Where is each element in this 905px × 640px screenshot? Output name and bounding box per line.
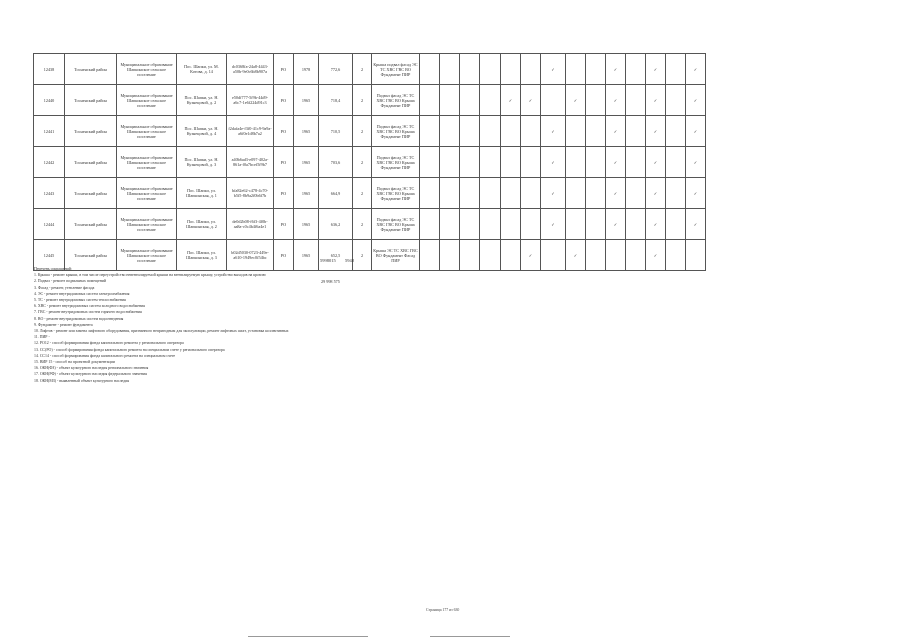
register-table	[33, 53, 706, 271]
page-footer: Страница 177 из 630	[426, 608, 460, 612]
cell-wall: РО	[274, 240, 294, 271]
cell-floors: 2	[353, 54, 372, 85]
cell-code: e50df777-5f9b-44d9-a6c7-1e6f224d91c3	[227, 85, 274, 116]
cell-area: 718,4	[319, 85, 353, 116]
checkmark-icon: ✓	[521, 240, 541, 271]
cell-year: 1965	[294, 240, 319, 271]
empty-cell	[541, 85, 566, 116]
cell-address: Пос. Шапки, ул. Шапкинская, д. 2	[177, 209, 227, 240]
cell-district: Тосненский район	[65, 209, 117, 240]
empty-cell	[626, 116, 646, 147]
empty-cell	[460, 209, 480, 240]
empty-cell	[440, 240, 460, 271]
cell-area: 710,5	[319, 116, 353, 147]
checkmark-icon: ✓	[566, 240, 586, 271]
note-line: 17. ОКН(РФ) - объект культурного наследия федерального значения	[34, 372, 147, 377]
checkmark-icon: ✓	[646, 209, 666, 240]
empty-cell	[460, 178, 480, 209]
table-row	[34, 178, 706, 209]
empty-cell	[460, 147, 480, 178]
note-line: 11. ПИР -	[34, 335, 50, 340]
empty-cell	[480, 85, 501, 116]
table-body	[34, 54, 706, 271]
checkmark-icon: ✓	[541, 178, 566, 209]
checkmark-icon: ✓	[646, 178, 666, 209]
empty-cell	[480, 116, 501, 147]
empty-cell	[501, 116, 521, 147]
checkmark-icon: ✓	[686, 116, 706, 147]
cell-address: Пос. Шапки, ул. Шапкинская, д. 1	[177, 178, 227, 209]
empty-cell	[586, 240, 606, 271]
bottom-rule-left	[248, 636, 368, 637]
total-sum: 5998015	[320, 258, 336, 263]
cell-code: b02d5030-0723-449e-a610-1949ec0f54bc	[227, 240, 274, 271]
cell-municipality: Муниципальное образование Шапкинское сельское поселение	[117, 240, 177, 271]
checkmark-icon: ✓	[606, 116, 626, 147]
empty-cell	[480, 209, 501, 240]
empty-cell	[440, 147, 460, 178]
empty-cell	[626, 178, 646, 209]
cell-code: a40b6ad3-e097-402a-861a-f0a7bcef5f9b7	[227, 147, 274, 178]
note-line: 5. ТС - ремонт внутридомовых систем теплоснабжения	[34, 298, 126, 303]
note-line: 12. РО12 - способ формирования фонда капитального ремонта у регионального оператора	[34, 341, 184, 346]
checkmark-icon: ✓	[606, 147, 626, 178]
checkmark-icon: ✓	[686, 178, 706, 209]
empty-cell	[480, 178, 501, 209]
cell-year: 1965	[294, 147, 319, 178]
total-count: 5948	[345, 258, 354, 263]
cell-area: 664,9	[319, 178, 353, 209]
cell-floors: 2	[353, 147, 372, 178]
cell-wall: РО	[274, 54, 294, 85]
empty-cell	[501, 54, 521, 85]
empty-cell	[686, 240, 706, 271]
note-line: 2. Подвал - ремонт подвальных помещений	[34, 279, 106, 284]
cell-code: f2dafa4e-f3f0-41c9-9a9a-a6f0e1d8b7a2	[227, 116, 274, 147]
cell-wall: РО	[274, 209, 294, 240]
checkmark-icon: ✓	[606, 178, 626, 209]
cell-municipality: Муниципальное образование Шапкинское сельское поселение	[117, 178, 177, 209]
cell-works: Подвал фасад ЭС ТС ХВС ГВС ВО Крыша Фундамент ПИР	[372, 85, 420, 116]
cell-wall: РО	[274, 147, 294, 178]
checkmark-icon: ✓	[646, 147, 666, 178]
note-line: 10. Лифтов - ремонт или замена лифтового оборудования, признанного непригодным для эксплуатации, ремонт лифтовых шахт, установка коллективных	[34, 329, 289, 334]
empty-cell	[586, 85, 606, 116]
cell-num: 12438	[34, 54, 65, 85]
cell-works: Подвал фасад ЭС ТС ХВС ГВС ВО Крыша Фундамент ПИР	[372, 209, 420, 240]
cell-works: Крыша подвал фасад ЭС ТС ХВС ГВС ВО Фундамент ПИР	[372, 54, 420, 85]
empty-cell	[666, 147, 686, 178]
empty-cell	[480, 54, 501, 85]
table-row	[34, 116, 706, 147]
note-line: 13. СС(РО) - способ формирования фонда капитального ремонта на специальном счете у регионального оператора	[34, 347, 225, 352]
cell-works: Подвал фасад ЭС ТС ХВС ГВС ВО Крыша Фундамент ПИР	[372, 178, 420, 209]
checkmark-icon: ✓	[541, 147, 566, 178]
cell-area: 636,2	[319, 209, 353, 240]
cell-floors: 2	[353, 240, 372, 271]
empty-cell	[480, 147, 501, 178]
empty-cell	[566, 54, 586, 85]
note-line: 6. ХВС - ремонт внутридомовых систем холодного водоснабжения	[34, 304, 145, 309]
empty-cell	[420, 54, 440, 85]
empty-cell	[566, 116, 586, 147]
checkmark-icon: ✓	[646, 54, 666, 85]
cell-municipality: Муниципальное образование Шапкинское сельское поселение	[117, 116, 177, 147]
checkmark-icon: ✓	[686, 147, 706, 178]
note-line: 15. ВИР 15 - способ на проектной документации	[34, 360, 115, 365]
cell-year: 1965	[294, 178, 319, 209]
empty-cell	[501, 209, 521, 240]
empty-cell	[440, 116, 460, 147]
empty-cell	[666, 54, 686, 85]
cell-wall: РО	[274, 178, 294, 209]
cell-floors: 2	[353, 116, 372, 147]
cell-municipality: Муниципальное образование Шапкинское сельское поселение	[117, 209, 177, 240]
checkmark-icon: ✓	[541, 54, 566, 85]
cell-num: 12445	[34, 240, 65, 271]
empty-cell	[420, 85, 440, 116]
cell-works: Крыша ЭС ТС ХВС ГВС ВО Фундамент Фасад ПИР	[372, 240, 420, 271]
cell-num: 12440	[34, 85, 65, 116]
empty-cell	[666, 209, 686, 240]
cell-floors: 2	[353, 178, 372, 209]
empty-cell	[521, 116, 541, 147]
checkmark-icon: ✓	[521, 85, 541, 116]
note-line: 4. ЭС - ремонт внутридомовых систем электроснабжения	[34, 291, 130, 296]
empty-cell	[521, 209, 541, 240]
cell-district: Тосненский район	[65, 116, 117, 147]
empty-cell	[586, 147, 606, 178]
empty-cell	[666, 178, 686, 209]
cell-district: Тосненский район	[65, 147, 117, 178]
cell-code: dc0368fa-24a8-4443-a50b-9e0c6b8b907a	[227, 54, 274, 85]
cell-district: Тосненский район	[65, 240, 117, 271]
checkmark-icon: ✓	[566, 85, 586, 116]
empty-cell	[541, 240, 566, 271]
cell-floors: 2	[353, 209, 372, 240]
cell-area: 772,6	[319, 54, 353, 85]
cell-floors: 2	[353, 85, 372, 116]
empty-cell	[501, 178, 521, 209]
checkmark-icon: ✓	[541, 116, 566, 147]
empty-cell	[460, 240, 480, 271]
cell-year: 1978	[294, 54, 319, 85]
bottom-rule-right	[430, 636, 510, 637]
empty-cell	[626, 209, 646, 240]
cell-num: 12442	[34, 147, 65, 178]
cell-district: Тосненский район	[65, 54, 117, 85]
empty-cell	[440, 178, 460, 209]
cell-year: 1965	[294, 209, 319, 240]
checkmark-icon: ✓	[606, 54, 626, 85]
empty-cell	[420, 147, 440, 178]
empty-cell	[440, 85, 460, 116]
note-line: 7. ГВС - ремонт внутридомовых систем горячего водоснабжения	[34, 310, 142, 315]
empty-cell	[606, 240, 626, 271]
checkmark-icon: ✓	[646, 240, 666, 271]
cell-address: Пос. Шапки, ул. М. Котова, д. 14	[177, 54, 227, 85]
empty-cell	[626, 54, 646, 85]
empty-cell	[440, 209, 460, 240]
empty-cell	[460, 54, 480, 85]
empty-cell	[460, 116, 480, 147]
checkmark-icon: ✓	[541, 209, 566, 240]
table-row	[34, 85, 706, 116]
checkmark-icon: ✓	[501, 85, 521, 116]
table-row	[34, 147, 706, 178]
cell-year: 1965	[294, 116, 319, 147]
empty-cell	[521, 54, 541, 85]
empty-cell	[586, 116, 606, 147]
empty-cell	[566, 178, 586, 209]
cell-municipality: Муниципальное образование Шапкинское сельское поселение	[117, 85, 177, 116]
empty-cell	[626, 85, 646, 116]
cell-wall: РО	[274, 116, 294, 147]
note-line: 1. Крыша - ремонт крыши, в том числе переустройство невентилируемой крыши на вентилируемую крышу, устройство выходов на кровлю	[34, 273, 266, 278]
empty-cell	[566, 209, 586, 240]
empty-cell	[566, 147, 586, 178]
cell-municipality: Муниципальное образование Шапкинское сельское поселение	[117, 54, 177, 85]
cell-num: 12441	[34, 116, 65, 147]
note-line: 16. ОКН(ФЗ) - объект культурного наследия регионального значения	[34, 366, 149, 371]
checkmark-icon: ✓	[646, 116, 666, 147]
checkmark-icon: ✓	[686, 209, 706, 240]
empty-cell	[586, 209, 606, 240]
cell-num: 12444	[34, 209, 65, 240]
cell-works: Подвал фасад ЭС ТС ХВС ГВС ВО Крыша Фундамент ПИР	[372, 116, 420, 147]
cell-district: Тосненский район	[65, 85, 117, 116]
empty-cell	[420, 240, 440, 271]
cell-code: bfa82e62-c478-4c70-b5f5-8b9a2f0b6f7b	[227, 178, 274, 209]
empty-cell	[521, 178, 541, 209]
cell-area: 703,6	[319, 147, 353, 178]
cell-address: Пос. Шапки, ул. Н. Кузнецовой, д. 4	[177, 116, 227, 147]
cell-address: Пос. Шапки, ул. Н. Кузнецовой, д. 3	[177, 147, 227, 178]
checkmark-icon: ✓	[646, 85, 666, 116]
empty-cell	[626, 240, 646, 271]
empty-cell	[666, 85, 686, 116]
abbreviations-list	[34, 266, 289, 384]
empty-cell	[666, 116, 686, 147]
checkmark-icon: ✓	[686, 54, 706, 85]
checkmark-icon: ✓	[606, 209, 626, 240]
empty-cell	[521, 147, 541, 178]
empty-cell	[460, 85, 480, 116]
empty-cell	[586, 178, 606, 209]
empty-cell	[501, 147, 521, 178]
empty-cell	[420, 116, 440, 147]
empty-cell	[586, 54, 606, 85]
note-line: 3. Фасад - ремонт, утепление фасада	[34, 285, 95, 290]
cell-area: 652,5	[319, 240, 353, 271]
cell-year: 1965	[294, 85, 319, 116]
empty-cell	[666, 240, 686, 271]
note-line: 14. СС14 - способ формирования фонда капитального ремонта на специальном счете	[34, 353, 176, 358]
table-row	[34, 54, 706, 85]
cell-address: Пос. Шапки, ул. Н. Кузнецовой, д. 2	[177, 85, 227, 116]
table-row	[34, 209, 706, 240]
note-line: 18. ОКН(МЗ) - выявленный объект культурного наследия	[34, 378, 130, 383]
note-line: 8. ВО - ремонт внутридомовых систем водоотведения	[34, 316, 124, 321]
note-line: 9. Фундамент - ремонт фундамента	[34, 322, 93, 327]
cell-municipality: Муниципальное образование Шапкинское сельское поселение	[117, 147, 177, 178]
checkmark-icon: ✓	[686, 85, 706, 116]
cell-code: de0d2b08-f6f3-4f0b-aa8a-c0c4b4f6a4e1	[227, 209, 274, 240]
cell-works: Подвал фасад ЭС ТС ХВС ГВС ВО Крыша Фундамент ПИР	[372, 147, 420, 178]
empty-cell	[420, 209, 440, 240]
notes-value: 29 998 575	[321, 279, 340, 284]
note-line: Перечень сокращений:	[34, 267, 72, 271]
empty-cell	[420, 178, 440, 209]
empty-cell	[626, 147, 646, 178]
empty-cell	[501, 240, 521, 271]
empty-cell	[480, 240, 501, 271]
cell-address: Пос. Шапки, ул. Шапкинская, д. 3	[177, 240, 227, 271]
checkmark-icon: ✓	[606, 85, 626, 116]
cell-wall: РО	[274, 85, 294, 116]
empty-cell	[440, 54, 460, 85]
cell-num: 12443	[34, 178, 65, 209]
cell-district: Тосненский район	[65, 178, 117, 209]
